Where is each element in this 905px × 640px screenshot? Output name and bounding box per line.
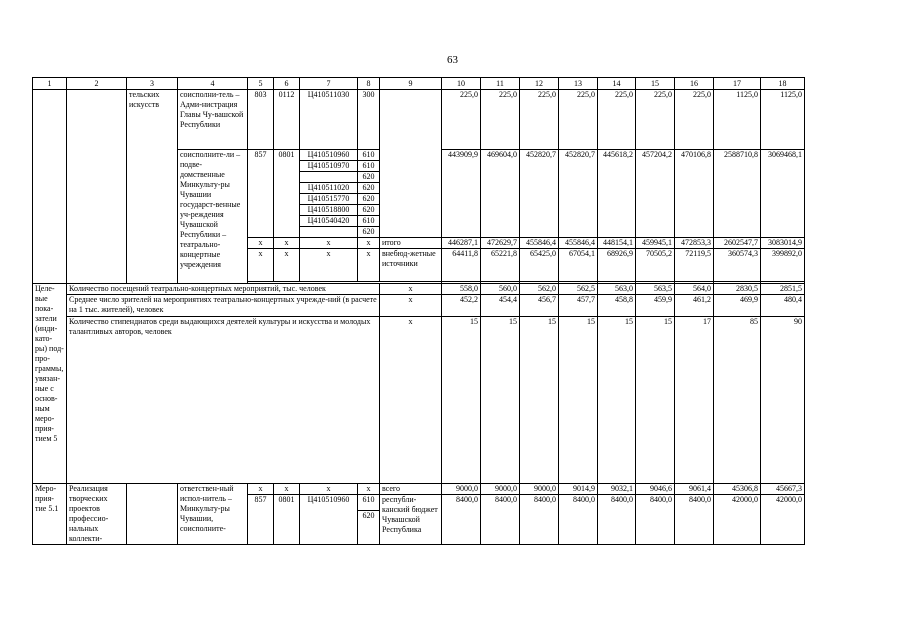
value-cell: 452820,7 [559,150,598,238]
value-cell: 454,4 [481,295,520,317]
csr-cell: Ц410510960 [300,495,358,545]
value-cell: 3069468,1 [761,150,805,238]
rz-cell: 857 [248,150,274,238]
indicator-row [33,284,805,295]
empty-cell [33,90,67,284]
indicator-text: Количество стипендиатов среди выдающихся деятелей культуры и искусства и молодых талантливых авторов, человек [67,317,380,484]
value-cell: 563,5 [636,284,675,295]
header-cell: 4 [178,78,248,90]
header-cell: 11 [481,78,520,90]
vr-cell: 620 [358,172,380,183]
value-cell: 461,2 [675,295,714,317]
vr-cell: 620 [358,205,380,216]
value-cell: 8400,0 [520,495,559,545]
value-cell: 85 [714,317,761,484]
value-cell: 225,0 [598,90,636,150]
vr-cell: 610 [358,495,380,511]
x-cell: х [300,249,358,282]
value-cell: 15 [442,317,481,484]
value-cell: 42000,0 [714,495,761,545]
value-cell: 225,0 [636,90,675,150]
value-cell: 459,9 [636,295,675,317]
header-cell: 7 [300,78,358,90]
indicators-label: Целе-вые пока-затели (инди-като-ры) под-про-граммы, увязан-ные с основ-ным меро-прия-тием 5 [33,284,67,484]
value-cell: 2851,5 [761,284,805,295]
value-cell: 65221,8 [481,249,520,282]
value-cell: 9000,0 [442,484,481,495]
source-label: внебюд-жетные источники [380,249,442,282]
header-cell: 18 [761,78,805,90]
value-cell: 225,0 [675,90,714,150]
value-cell: 458,8 [598,295,636,317]
csr-cell: Ц410511020 [300,183,358,194]
value-cell: 448154,1 [598,238,636,249]
header-cell: 15 [636,78,675,90]
value-cell: 2588710,8 [714,150,761,238]
value-cell: 2602547,7 [714,238,761,249]
source-label: итого [380,238,442,249]
empty-cell [67,90,127,284]
pr-cell: 0801 [274,495,300,545]
value-cell: 560,0 [481,284,520,295]
vr-cell: 620 [358,194,380,205]
pr-cell: 0801 [274,150,300,238]
header-cell: 5 [248,78,274,90]
header-cell: 14 [598,78,636,90]
table-row [33,90,805,150]
empty-cell [380,90,442,238]
csr-cell: Ц410515770 [300,194,358,205]
value-cell: 3083014,9 [761,238,805,249]
measure-name-cell: Реализация творческих проектов профессио-нальных коллекти- [67,484,127,545]
x-cell: х [380,284,442,295]
value-cell: 45306,8 [714,484,761,495]
value-cell: 9061,4 [675,484,714,495]
vr-cell: 610 [358,161,380,172]
value-cell: 225,0 [481,90,520,150]
csr-cell [300,172,358,183]
csr-cell: Ц410510970 [300,161,358,172]
value-cell: 564,0 [675,284,714,295]
vr-cell: 620 [358,511,380,545]
rz-cell: 803 [248,90,274,150]
source-label: всего [380,484,442,495]
value-cell: 8400,0 [442,495,481,545]
value-cell: 90 [761,317,805,484]
value-cell: 8400,0 [481,495,520,545]
measure-total-row [33,484,805,495]
value-cell: 455846,4 [520,238,559,249]
value-cell: 70505,2 [636,249,675,282]
value-cell: 15 [481,317,520,484]
x-cell: х [248,249,274,282]
value-cell: 1125,0 [761,90,805,150]
executor-cell: соисполните-ли – подве-домственные Минкульту-ры Чувашии государст-венные уч-реждения Чувашской Республики – театрально-концертные учреждения [178,150,248,284]
indicator-text: Среднее число зрителей на мероприятиях театрально-концертных учрежде-ний (в расчете на 1 тыс. жителей), человек [67,295,380,317]
x-cell: х [274,238,300,249]
value-cell: 360574,3 [714,249,761,282]
value-cell: 15 [520,317,559,484]
value-cell: 2830,5 [714,284,761,295]
value-cell: 225,0 [559,90,598,150]
executor-cell: соисполни-тель – Адми-нистрация Главы Чу-вашской Республики [178,90,248,150]
value-cell: 8400,0 [636,495,675,545]
value-cell: 472853,3 [675,238,714,249]
value-cell: 480,4 [761,295,805,317]
x-cell: х [380,317,442,484]
vr-cell: 620 [358,183,380,194]
header-cell: 9 [380,78,442,90]
value-cell: 399892,0 [761,249,805,282]
measure-number-cell: Меро-прия-тие 5.1 [33,484,67,545]
value-cell: 9000,0 [481,484,520,495]
value-cell: 42000,0 [761,495,805,545]
value-cell: 15 [636,317,675,484]
value-cell: 9014,9 [559,484,598,495]
value-cell: 17 [675,317,714,484]
x-cell: х [248,238,274,249]
header-cell: 2 [67,78,127,90]
value-cell: 563,0 [598,284,636,295]
vr-cell: 300 [358,90,380,150]
value-cell: 443909,9 [442,150,481,238]
value-cell: 558,0 [442,284,481,295]
value-cell: 9000,0 [520,484,559,495]
value-cell: 65425,0 [520,249,559,282]
value-cell: 469,9 [714,295,761,317]
x-cell: х [248,484,274,495]
csr-cell: Ц410540420 [300,216,358,227]
value-cell: 459945,1 [636,238,675,249]
empty-cell [127,484,178,545]
x-cell: х [380,295,442,317]
value-cell: 455846,4 [559,238,598,249]
budget-table [32,77,805,545]
value-cell: 72119,5 [675,249,714,282]
indicator-row [33,295,805,317]
x-cell: х [358,238,380,249]
value-cell: 470106,8 [675,150,714,238]
value-cell: 457,7 [559,295,598,317]
header-cell: 3 [127,78,178,90]
source-label: республи-канский бюджет Чувашской Республика [380,495,442,545]
page-number: 63 [447,54,458,66]
csr-cell: Ц410518800 [300,205,358,216]
header-cell: 13 [559,78,598,90]
x-cell: х [300,484,358,495]
x-cell: х [358,249,380,282]
value-cell: 45667,3 [761,484,805,495]
header-cell: 12 [520,78,559,90]
header-cell: 10 [442,78,481,90]
value-cell: 452,2 [442,295,481,317]
csr-cell [300,227,358,238]
x-cell: х [300,238,358,249]
value-cell: 64411,8 [442,249,481,282]
value-cell: 8400,0 [598,495,636,545]
value-cell: 457204,2 [636,150,675,238]
value-cell: 446287,1 [442,238,481,249]
value-cell: 469604,0 [481,150,520,238]
value-cell: 8400,0 [559,495,598,545]
x-cell: х [274,249,300,282]
x-cell: х [358,484,380,495]
vr-cell: 610 [358,216,380,227]
header-cell: 17 [714,78,761,90]
value-cell: 15 [559,317,598,484]
vr-cell: 610 [358,150,380,161]
value-cell: 225,0 [442,90,481,150]
pr-cell: 0112 [274,90,300,150]
value-cell: 452820,7 [520,150,559,238]
measure-name-cell: тельских искусств [127,90,178,284]
header-cell: 8 [358,78,380,90]
value-cell: 8400,0 [675,495,714,545]
executor-cell: ответствен-ный испол-нитель – Минкульту-ры Чувашии, соисполните- [178,484,248,545]
value-cell: 562,0 [520,284,559,295]
header-cell: 1 [33,78,67,90]
value-cell: 9046,6 [636,484,675,495]
value-cell: 562,5 [559,284,598,295]
vr-cell: 620 [358,227,380,238]
value-cell: 9032,1 [598,484,636,495]
header-row [33,78,805,90]
csr-cell: Ц410511030 [300,90,358,150]
value-cell: 67054,1 [559,249,598,282]
value-cell: 1125,0 [714,90,761,150]
rz-cell: 857 [248,495,274,545]
indicator-row [33,317,805,484]
value-cell: 225,0 [520,90,559,150]
value-cell: 15 [598,317,636,484]
x-cell: х [274,484,300,495]
header-cell: 16 [675,78,714,90]
value-cell: 68926,9 [598,249,636,282]
value-cell: 472629,7 [481,238,520,249]
indicator-text: Количество посещений театрально-концертных мероприятий, тыс. человек [67,284,380,295]
value-cell: 445618,2 [598,150,636,238]
value-cell: 456,7 [520,295,559,317]
header-cell: 6 [274,78,300,90]
csr-cell: Ц410510960 [300,150,358,161]
